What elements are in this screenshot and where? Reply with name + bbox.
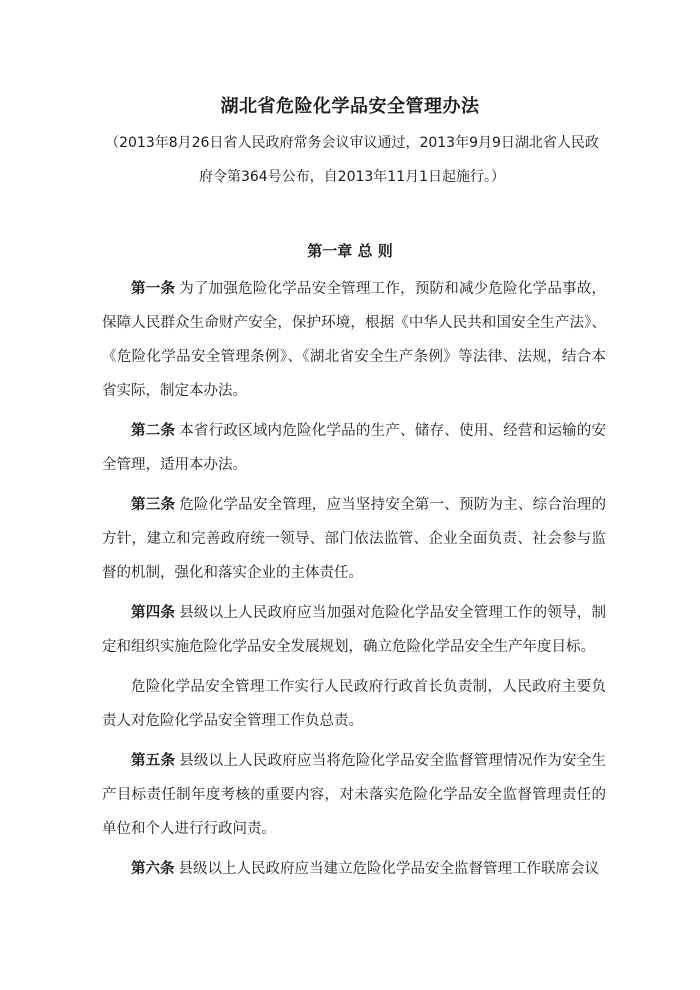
article-number: 第六条 [131,861,175,877]
article-paragraph [102,596,606,664]
article-paragraph [102,414,606,482]
article-text: 为了加强危险化学品安全管理工作，预防和减少危险化学品事故，保障人民群众生命财产安全，保护环境，根据《中华人民共和国安全生产法》、《危险化学品安全管理条例》、《湖北省安全生产条例》等法律、法规，结合本省实际，制定本办法。 [102,281,607,399]
article-paragraph [102,852,606,886]
article-paragraph [102,670,606,738]
article-text: 危险化学品安全管理，应当坚持安全第一、预防为主、综合治理的方针，建立和完善政府统一领导、部门依法监管、企业全面负责、社会参与监督的机制，强化和落实企业的主体责任。 [102,497,607,581]
article-text: 本省行政区域内危险化学品的生产、储存、使用、经营和运输的安全管理，适用本办法。 [102,423,607,473]
document-title: 湖北省危险化学品安全管理办法 [220,96,480,117]
article-text: 县级以上人民政府应当建立危险化学品安全监督管理工作联席会议 [178,861,599,877]
chapter-heading: 第一章 总 则 [307,242,393,260]
article-text: 县级以上人民政府应当加强对危险化学品安全管理工作的领导，制定和组织实施危险化学品安全发展规划，确立危险化学品安全生产年度目标。 [102,605,607,655]
article-text: 县级以上人民政府应当将危险化学品安全监督管理情况作为安全生产目标责任制年度考核的重要内容，对未落实危险化学品安全监督管理责任的单位和个人进行行政问责。 [102,753,607,837]
article-paragraph [102,488,606,590]
article-number: 第三条 [131,497,176,513]
article-paragraph [102,744,606,846]
article-number: 第五条 [131,753,176,769]
article-number: 第四条 [131,605,176,621]
document-body [102,272,606,892]
article-number: 第二条 [131,423,176,439]
article-paragraph [102,272,606,408]
document-subtitle: （2013年8月26日省人民政府常务会议审议通过，2013年9月9日湖北省人民政府令第364号公布，自2013年11月1日起施行。） [105,135,599,185]
article-number: 第一条 [131,281,176,297]
article-text: 危险化学品安全管理工作实行人民政府行政首长负责制，人民政府主要负责人对危险化学品安全管理工作负总责。 [102,679,606,729]
